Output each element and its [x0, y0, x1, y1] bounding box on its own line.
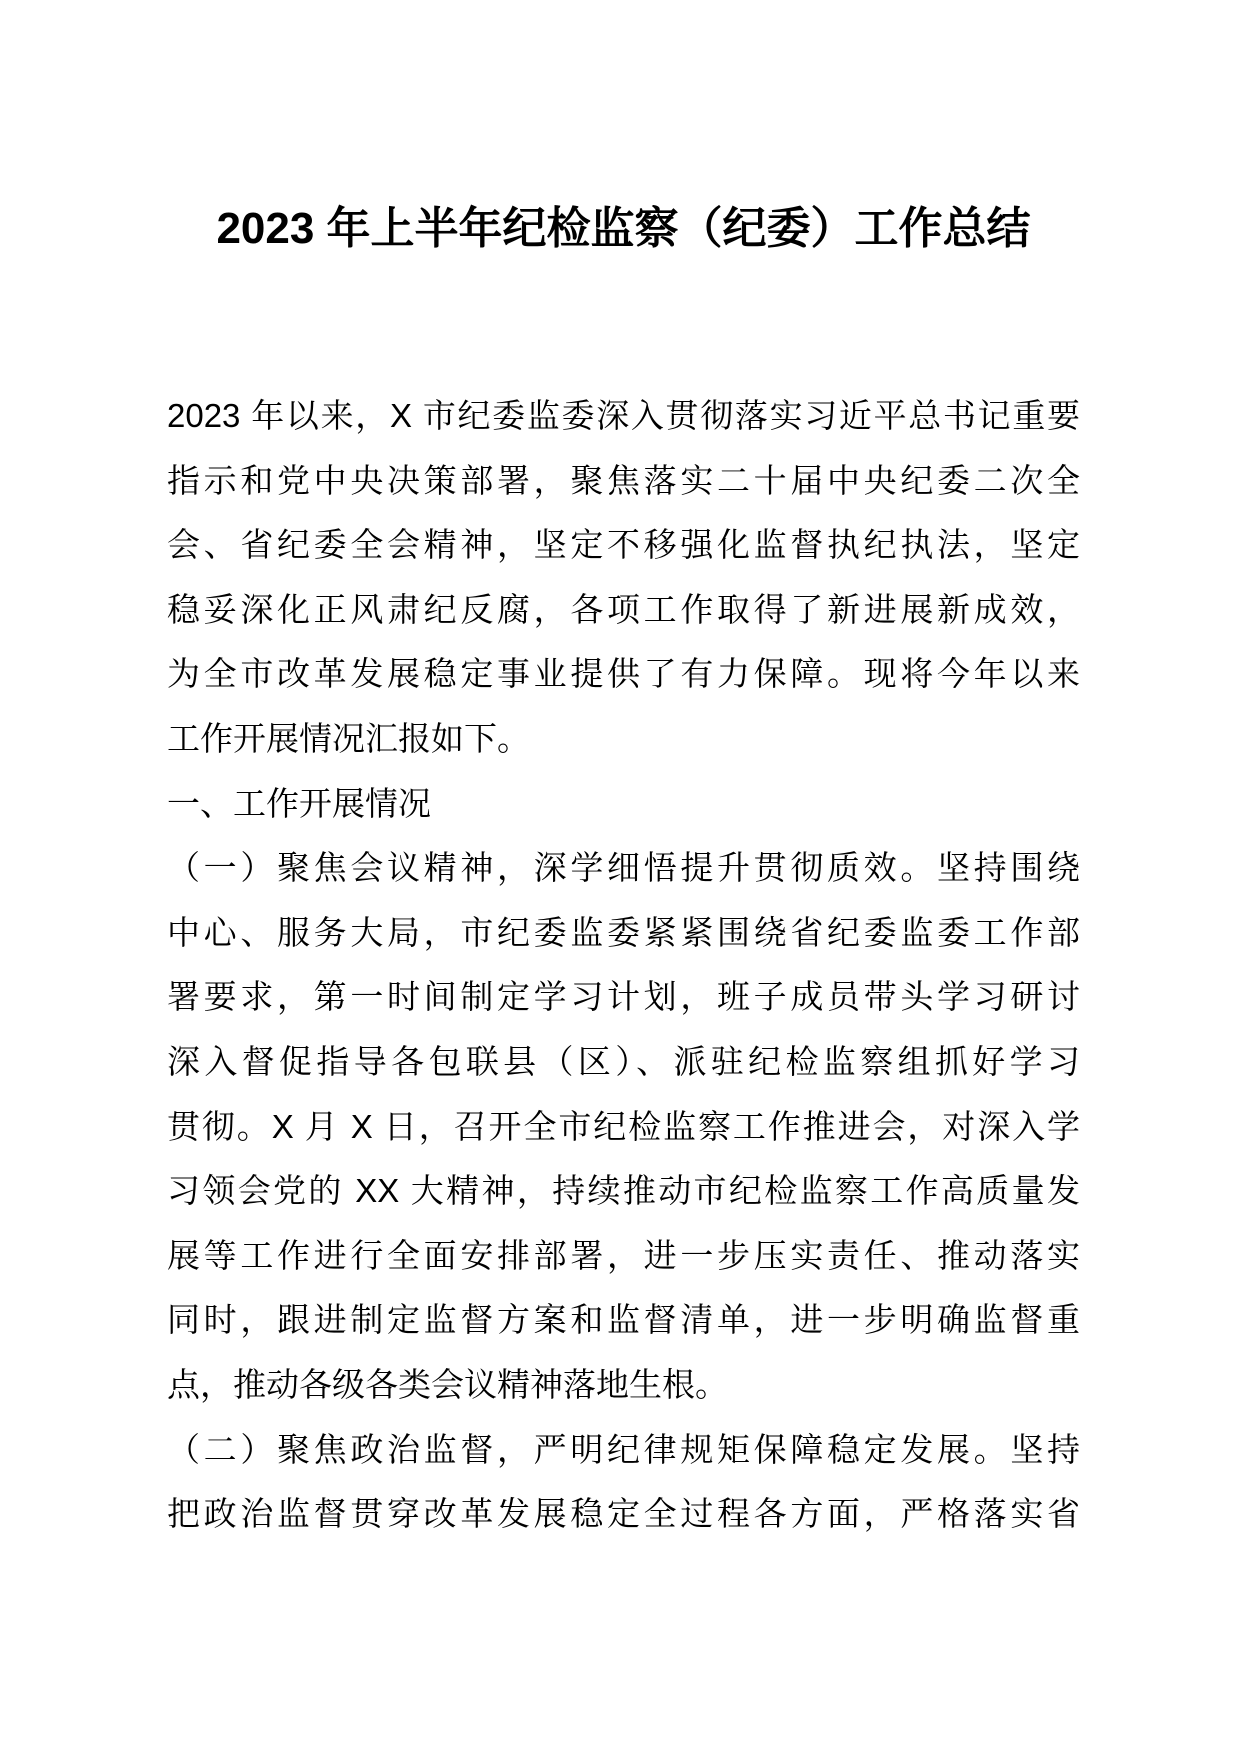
section-heading-line: 一、工作开展情况 [167, 784, 431, 822]
body-line: 会、省纪委全会精神，坚定不移强化监督执纪执法，坚定 [167, 526, 1080, 564]
body-line: 为全市改革发展稳定事业提供了有力保障。现将今年以来 [167, 655, 1080, 693]
body-line: 署要求，第一时间制定学习计划，班子成员带头学习研讨 [167, 978, 1080, 1016]
body-line: 稳妥深化正风肃纪反腐，各项工作取得了新进展新成效， [167, 590, 1080, 628]
body-line: 展等工作进行全面安排部署，进一步压实责任、推动落实 [167, 1236, 1080, 1274]
document-title: 2023 年上半年纪检监察（纪委）工作总结 [216, 204, 1031, 253]
body-line: 指示和党中央决策部署，聚焦落实二十届中央纪委二次全 [167, 461, 1080, 499]
body-line: 习领会党的 XX 大精神，持续推动市纪检监察工作高质量发 [167, 1172, 1080, 1210]
body-line: （一）聚焦会议精神，深学细悟提升贯彻质效。坚持围绕 [167, 849, 1080, 887]
body-line: （二）聚焦政治监督，严明纪律规矩保障稳定发展。坚持 [167, 1430, 1080, 1468]
body-line: 贯彻。X 月 X 日，召开全市纪检监察工作推进会，对深入学 [167, 1107, 1080, 1145]
body-line: 中心、服务大局，市纪委监委紧紧围绕省纪委监委工作部 [167, 913, 1080, 951]
body-line: 把政治监督贯穿改革发展稳定全过程各方面，严格落实省 [167, 1495, 1080, 1533]
body-line: 2023 年以来，X 市纪委监委深入贯彻落实习近平总书记重要 [167, 397, 1080, 434]
body-line: 工作开展情况汇报如下。 [167, 719, 530, 757]
body-line: 深入督促指导各包联县（区）、派驻纪检监察组抓好学习 [167, 1042, 1080, 1080]
body-line: 同时，跟进制定监督方案和监督清单，进一步明确监督重 [167, 1301, 1080, 1339]
body-line: 点，推动各级各类会议精神落地生根。 [167, 1365, 728, 1403]
document-body [167, 384, 1080, 1547]
